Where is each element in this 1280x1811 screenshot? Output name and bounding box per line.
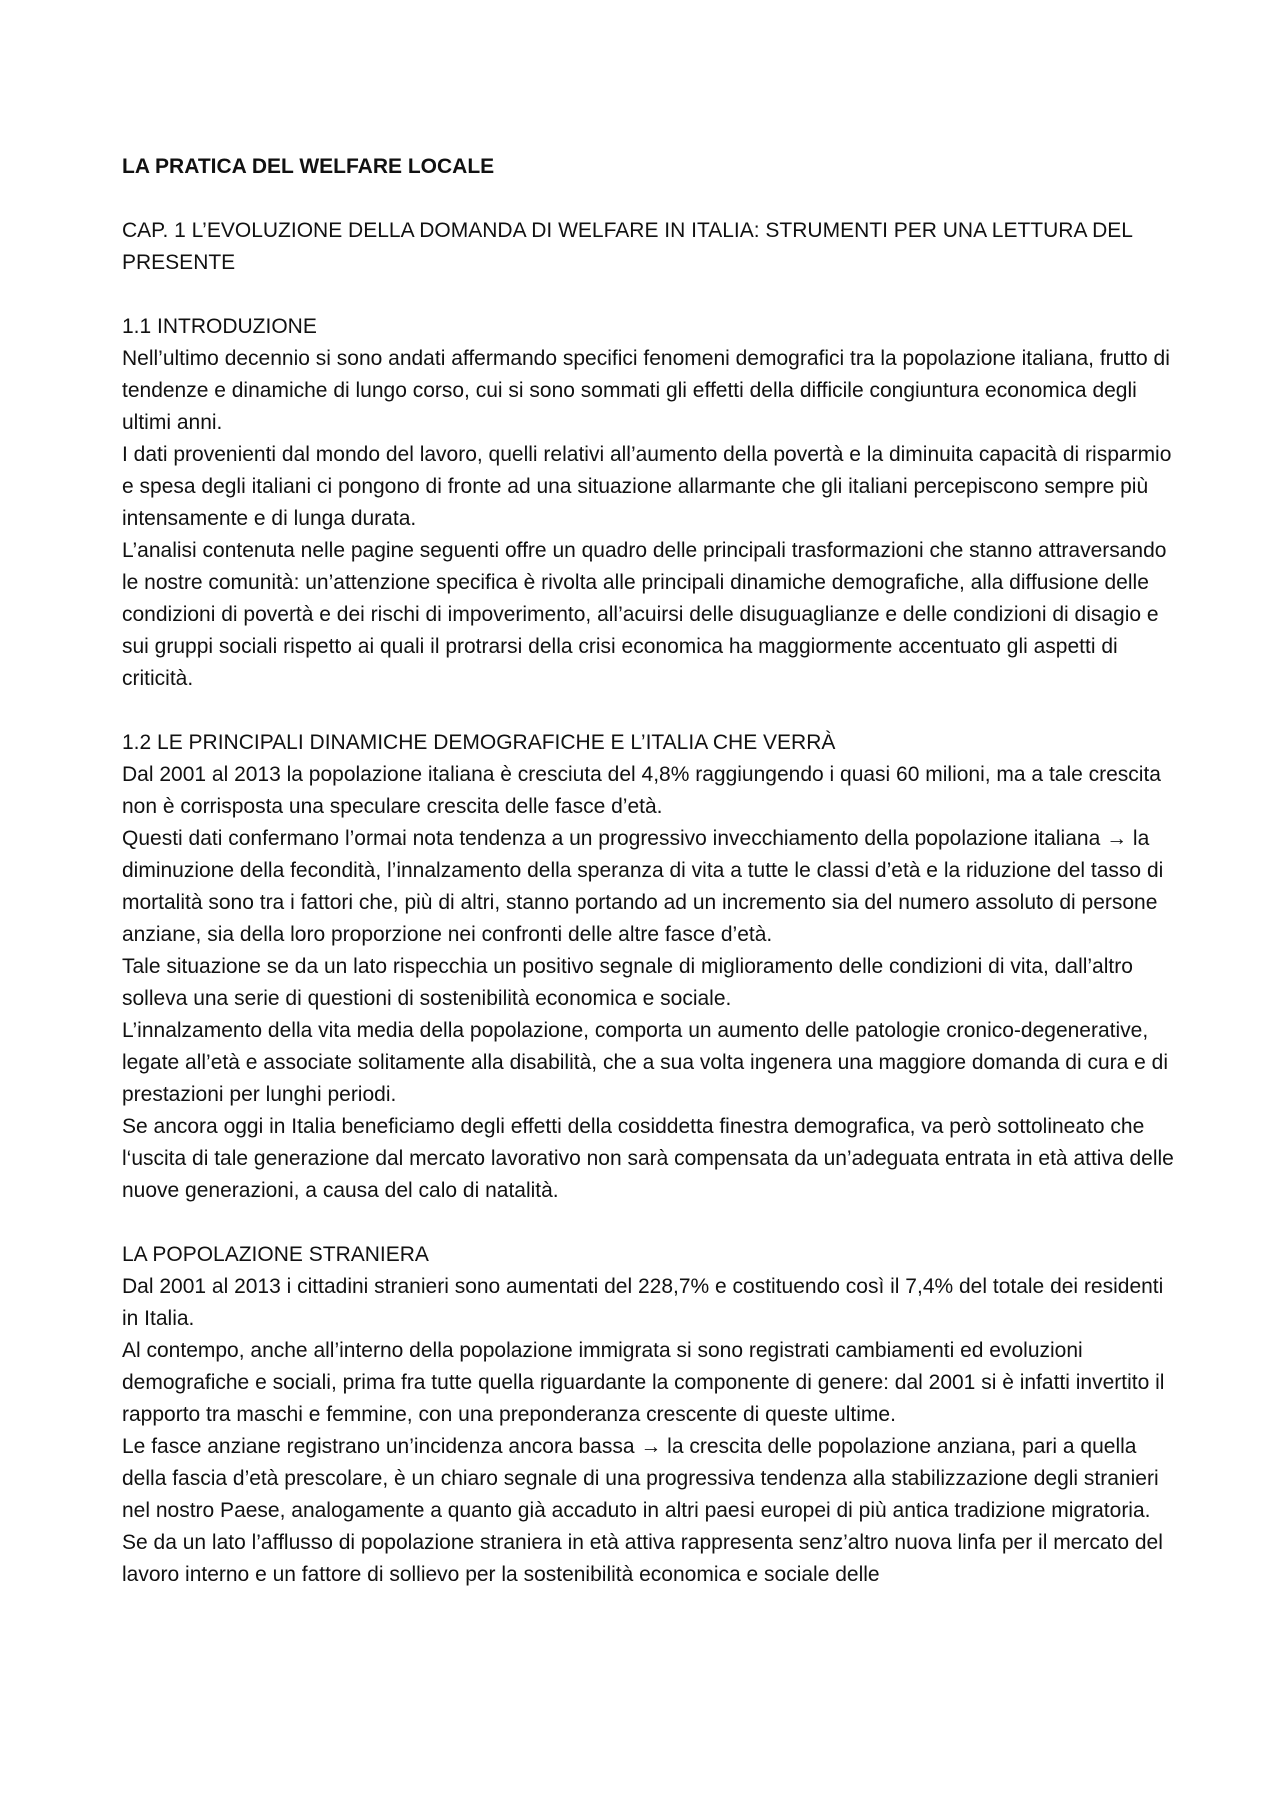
paragraph: L’analisi contenuta nelle pagine seguenti offre un quadro delle principali trasformazioni che stanno attraversando le nostre comunità: un’attenzione specifica è rivolta alle principali dinamiche demografiche, alla diffusione delle condizioni di povertà e dei rischi di impoverimento, all’acuirsi delle disuguaglianze e delle condizioni di disagio e sui gruppi sociali rispetto ai quali il protrarsi della crisi economica ha maggiormente accentuato gli aspetti di criticità.	[122, 539, 1167, 690]
paragraph: Se ancora oggi in Italia beneficiamo degli effetti della cosiddetta finestra demografica, va però sottolineato che l‘uscita di tale generazione dal mercato lavorativo non sarà compensata da un’adeguata entrata in età attiva delle nuove generazioni, a causa del calo di natalità.	[122, 1115, 1174, 1202]
paragraph: L’innalzamento della vita media della popolazione, comporta un aumento delle patologie cronico-degenerative, legate all’età e associate solitamente alla disabilità, che a sua volta ingenera una maggiore domanda di cura e di prestazioni per lunghi periodi.	[122, 1019, 1168, 1106]
paragraph: Dal 2001 al 2013 la popolazione italiana è cresciuta del 4,8% raggiungendo i quasi 60 milioni, ma a tale crescita non è corrisposta una speculare crescita delle fasce d’età.	[122, 763, 1161, 818]
paragraph: Nell’ultimo decennio si sono andati affermando specifici fenomeni demografici tra la popolazione italiana, frutto di tendenze e dinamiche di lungo corso, cui si sono sommati gli effetti della difficile congiuntura economica degli ultimi anni.	[122, 347, 1170, 434]
section-dinamiche-demografiche	[122, 727, 1180, 1207]
chapter-heading: CAP. 1 L’EVOLUZIONE DELLA DOMANDA DI WELFARE IN ITALIA: STRUMENTI PER UNA LETTURA DEL PRESENTE	[122, 219, 1133, 274]
section-heading: 1.2 LE PRINCIPALI DINAMICHE DEMOGRAFICHE E L’ITALIA CHE VERRÀ	[122, 731, 836, 754]
paragraph: Questi dati confermano l’ormai nota tendenza a un progressivo invecchiamento della popolazione italiana → la diminuzione della fecondità, l’innalzamento della speranza di vita a tutte le classi d’età e la riduzione del tasso di mortalità sono tra i fattori che, più di altri, stanno portando ad un incremento sia del numero assoluto di persone anziane, sia della loro proporzione nei confronti delle altre fasce d’età.	[122, 827, 1164, 946]
paragraph: I dati provenienti dal mondo del lavoro, quelli relativi all’aumento della povertà e la diminuita capacità di risparmio e spesa degli italiani ci pongono di fronte ad una situazione allarmante che gli italiani percepiscono sempre più intensamente e di lunga durata.	[122, 443, 1172, 530]
paragraph: Dal 2001 al 2013 i cittadini stranieri sono aumentati del 228,7% e costituendo così il 7,4% del totale dei residenti in Italia.	[122, 1275, 1164, 1330]
section-heading: 1.1 INTRODUZIONE	[122, 315, 317, 338]
paragraph: Al contempo, anche all’interno della popolazione immigrata si sono registrati cambiamenti ed evoluzioni demografiche e sociali, prima fra tutte quella riguardante la componente di genere: dal 2001 si è infatti invertito il rapporto tra maschi e femmine, con una preponderanza crescente di queste ultime.	[122, 1339, 1165, 1426]
paragraph: Le fasce anziane registrano un’incidenza ancora bassa → la crescita delle popolazione anziana, pari a quella della fascia d’età prescolare, è un chiaro segnale di una progressiva tendenza alla stabilizzazione degli stranieri nel nostro Paese, analogamente a quanto già accaduto in altri paesi europei di più antica tradizione migratoria.	[122, 1435, 1159, 1522]
paragraph: Tale situazione se da un lato rispecchia un positivo segnale di miglioramento delle condizioni di vita, dall’altro solleva una serie di questioni di sostenibilità economica e sociale.	[122, 955, 1133, 1010]
section-introduzione	[122, 311, 1180, 695]
document-title: LA PRATICA DEL WELFARE LOCALE	[122, 155, 495, 178]
paragraph: Se da un lato l’afflusso di popolazione straniera in età attiva rappresenta senz’altro nuova linfa per il mercato del lavoro interno e un fattore di sollievo per la sostenibilità economica e sociale delle	[122, 1531, 1163, 1586]
section-heading: LA POPOLAZIONE STRANIERA	[122, 1243, 429, 1266]
section-popolazione-straniera	[122, 1239, 1180, 1591]
